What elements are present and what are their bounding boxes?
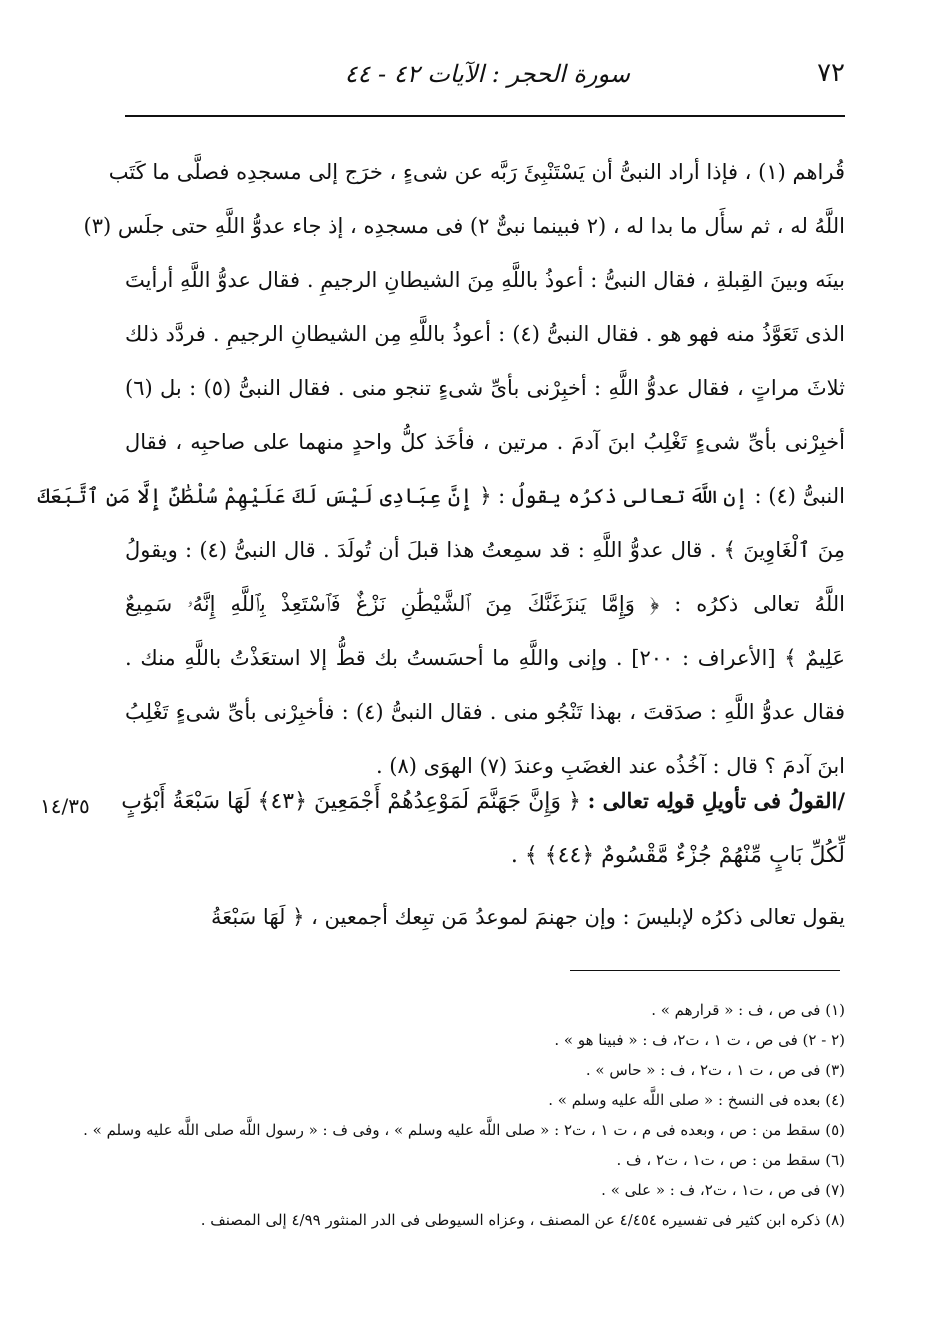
text-line: عَلِيمٌ ﴾ [الأعراف : ٢٠٠] . وإنى واللَّهِ ما أحسَستُ بك قطُّ إلا استعَذْتُ باللَّهِ منك . <box>125 646 845 670</box>
footnote: (٤) بعده فى النسخ : « صلى اللَّه عليه وسلم » . <box>548 1091 845 1109</box>
text-line: الذى تَعَوَّذُ منه فهو هو . فقال النبىُّ (٤) : أعوذُ باللَّهِ مِن الشيطانِ الرجيمِ . فردَّد ذلك <box>125 322 845 346</box>
text-line: مِنَ ٱلْغَاوِينَ ﴾ . قال عدوُّ اللَّهِ : قد سمِعتُ هذا قبلَ أن تُولَدَ . قال النبىُّ (٤) : ويقولُ <box>125 538 845 562</box>
footnotes <box>83 995 845 1235</box>
footnote: (٧) فى ص ، ت١ ، ت٢، ف : « على » . <box>601 1181 845 1199</box>
footnote-rule <box>570 970 840 971</box>
quran-verse: لِّكُلِّ بَابٍ مِّنْهُمْ جُزْءٌ مَّقْسُومٌ ﴿٤٤﴾ ﴾ . <box>510 843 845 868</box>
text-line: اللَّهُ تعالى ذكرُه : ﴿ وَإِمَّا يَنزَغَنَّكَ مِنَ ٱلشَّيْطَٰنِ نَزْغٌ فَٱسْتَعِذْ بِٱللَّهِ إِنَّهُۥ سَمِيعٌ <box>125 592 845 616</box>
section-heading-label: /القولُ فى تأويلِ قولِه تعالى : <box>587 788 845 813</box>
section-heading-line <box>121 774 845 828</box>
commentary-paragraph <box>125 890 845 944</box>
quran-verse: ﴿ وَإِنَّ جَهَنَّمَ لَمَوْعِدُهُمْ أَجْمَعِينَ ﴿٤٣﴾ لَهَا سَبْعَةُ أَبْوَٰبٍ <box>121 789 581 814</box>
footnote: (٣) فى ص ، ت ١ ، ت٢ ، ف : « حاس » . <box>585 1061 845 1079</box>
text-line: فقال عدوُّ اللَّهِ : صدَقتَ ، بهذا تَنْجُو منى . فقال النبىُّ (٤) : فأخبِرْنى بأىِّ شىءٍ تَغْلِبُ <box>125 700 845 724</box>
page-number: ٧٢ <box>817 58 845 88</box>
footnote: (٥) سقط من : ص ، وبعده فى م ، ت ١ ، ت٢ : « صلى اللَّه عليه وسلم » ، وفى ف : « رسول اللَّه صلى اللَّه عليه وسلم » . <box>83 1121 845 1139</box>
text-line: ابنَ آدمَ ؟ قال : آخُذُه عند الغضَبِ وعندَ (٧) الهوَى (٨) . <box>375 754 845 778</box>
footnote: (٨) ذكره ابن كثير فى تفسيره ٤/٤٥٤ عن المصنف ، وعزاه السيوطى فى الدر المنثور ٤/٩٩ إلى المصنف . <box>200 1211 845 1229</box>
text-line: بينَه وبينَ القِبلةِ ، فقال النبىُّ : أعوذُ باللَّهِ مِنَ الشيطانِ الرجيمِ . فقال عدوُّ اللَّهِ أرأيتَ <box>125 268 845 292</box>
section-heading <box>121 774 845 882</box>
text-line: قُراهم (١) ، فإذا أراد النبىُّ أن يَسْتَنْبِئَ رَبَّه عن شىءٍ ، خرَج إلى مسجدِه فصلَّى ما كَتَب <box>108 160 845 184</box>
footnote: (٦) سقط من : ص ، ت١ ، ت٢ ، ف . <box>616 1151 845 1169</box>
text-line: النبىُّ (٤) : إن اللَّهَ تعالى ذكرُه يقولُ : ﴿ إِنَّ عِبَادِى لَيْسَ لَكَ عَلَيْهِمْ سُلْطَٰنٌ إِلَّا مَنِ ٱتَّبَعَكَ <box>37 484 845 508</box>
text-line: أخبِرْنى بأىِّ شىءٍ تَغْلِبُ ابنَ آدمَ . مرتين ، فأخَذ كلُّ واحدٍ منهما على صاحبِه ، فقال <box>125 430 845 454</box>
header-rule <box>125 115 845 117</box>
running-title: سورة الحجر : الآيات ٤٢ - ٤٤ <box>344 60 630 88</box>
text-line: ثلاثَ مراتٍ ، فقال عدوُّ اللَّهِ : أخبِرْنى بأىِّ شىءٍ تنجو منى . فقال النبىُّ (٥) : بل (٦) <box>125 376 845 400</box>
section-heading-line <box>125 828 845 882</box>
main-paragraph <box>37 145 845 793</box>
text-line: يقول تعالى ذكرُه لإبليسَ : وإن جهنمَ لموعدُ مَن تبِعك أجمعين ، ﴿ لَهَا سَبْعَةُ <box>210 905 845 929</box>
text-line: اللَّهُ له ، ثم سأَل ما بدا له ، (٢ فبينما نبىٌّ ٢) فى مسجدِه ، إذ جاء عدوُّ اللَّهِ حتى جلَس (٣) <box>83 214 845 238</box>
margin-reference: ١٤/٣٥ <box>40 794 90 818</box>
footnote: (١) فى ص ، ف : « قرارهم » . <box>651 1001 845 1019</box>
footnote: (٢ - ٢) فى ص ، ت ١ ، ت٢، ف : « فبينا هو » . <box>554 1031 845 1049</box>
page-header <box>125 58 845 98</box>
